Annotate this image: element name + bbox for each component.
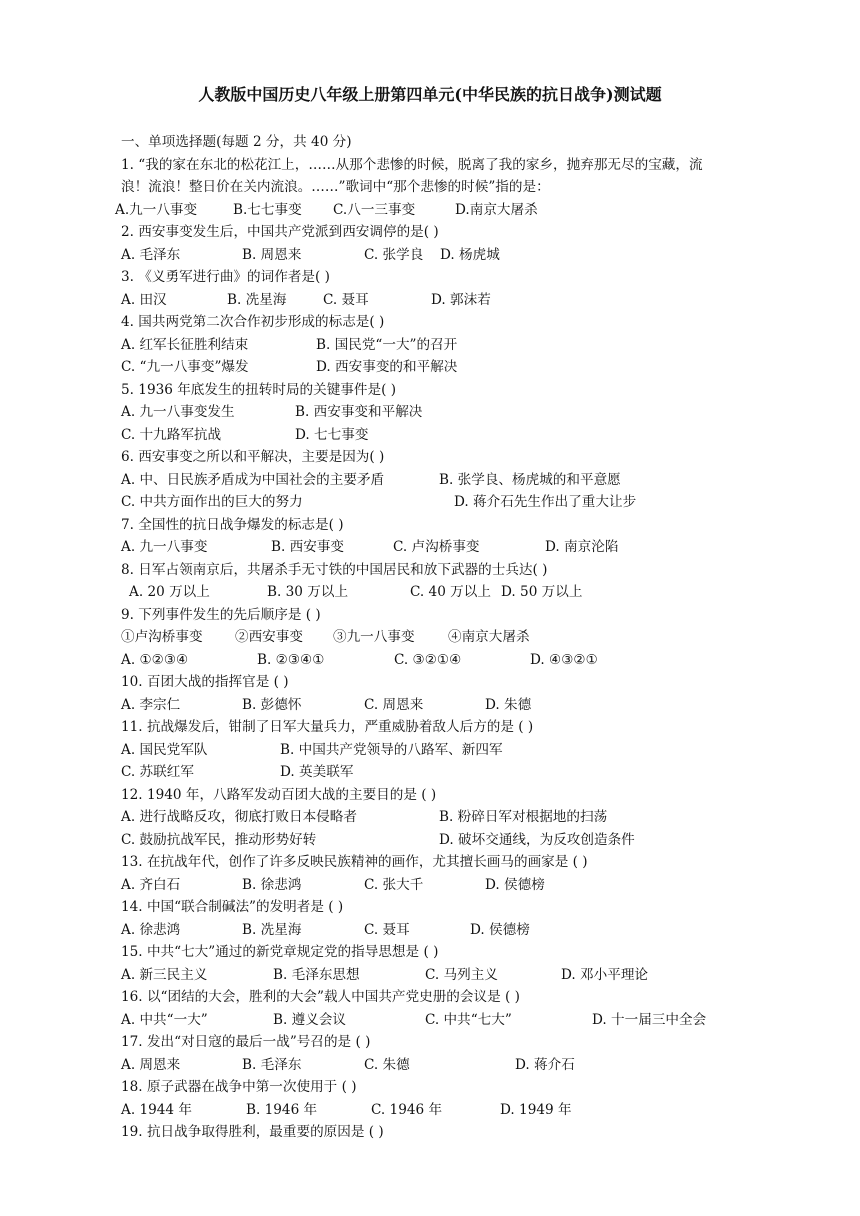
question-2-stem: 2. 西安事变发生后，中国共产党派到西安调停的是( ) (121, 224, 439, 240)
question-1-option-a: A.九一八事变 (115, 201, 198, 218)
question-15-option-c: C. 马列主义 (425, 966, 498, 983)
question-1-stem-line1: 1. “我的家在东北的松花江上，……从那个悲惨的时候，脱离了我的家乡，抛弃那无尽的宝藏，流 (121, 156, 703, 173)
question-9-option-c: C. ③②①④ (394, 651, 462, 668)
question-8-option-a: A. 20 万以上 (129, 584, 210, 600)
question-19-stem: 19. 抗日战争取得胜利，最重要的原因是 ( ) (121, 1124, 384, 1140)
question-10-option-b: B. 彭德怀 (242, 696, 302, 713)
question-12-option-c: C. 鼓励抗战军民，推动形势好转 (121, 831, 317, 848)
question-17-option-b: B. 毛泽东 (242, 1056, 302, 1073)
question-1-options (115, 199, 781, 222)
question-9-event-4: ④南京大屠杀 (448, 629, 530, 645)
question-9-event-3: ③九一八事变 (333, 629, 415, 645)
question-11-option-b: B. 中国共产党领导的八路军、新四军 (280, 741, 503, 758)
question-7-stem: 7. 全国性的抗日战争爆发的标志是( ) (121, 516, 344, 533)
question-5-option-b: B. 西安事变和平解决 (295, 404, 423, 420)
question-10-option-d: D. 朱德 (485, 696, 532, 713)
question-9-option-a: A. ①②③④ (121, 651, 189, 668)
question-8-stem: 8. 日军占领南京后，共屠杀手无寸铁的中国居民和放下武器的士兵达( ) (121, 561, 548, 578)
question-3-option-d: D. 郭沫若 (431, 291, 491, 308)
question-11-stem: 11. 抗战爆发后，钳制了日军大量兵力，严重威胁着敌人后方的是 ( ) (121, 719, 534, 735)
question-14-option-a: A. 徐悲鸿 (121, 921, 181, 938)
question-17-options (121, 1054, 781, 1077)
question-1-option-d: D.南京大屠杀 (455, 201, 538, 218)
question-5-option-d: D. 七七事变 (295, 426, 369, 443)
question-5-stem: 5. 1936 年底发生的扭转时局的关键事件是( ) (121, 381, 397, 398)
section-heading: 一、单项选择题(每题 2 分，共 40 分) (121, 134, 352, 150)
question-4-options-row2 (121, 356, 781, 379)
question-11-option-d: D. 英美联军 (280, 764, 354, 780)
question-12-option-d: D. 破坏交通线，为反攻创造条件 (439, 831, 635, 848)
question-18-option-b: B. 1946 年 (246, 1101, 318, 1118)
question-1-option-c: C.八一三事变 (333, 201, 416, 218)
question-17-option-a: A. 周恩来 (121, 1056, 181, 1073)
question-10-option-a: A. 李宗仁 (121, 696, 181, 713)
question-13-options (121, 874, 781, 897)
question-14-option-c: C. 聂耳 (364, 921, 410, 938)
question-7-option-d: D. 南京沦陷 (545, 539, 619, 555)
question-1-stem-line2: 浪！流浪！整日价在关内流浪。……”歌词中“那个悲惨的时候”指的是： (121, 179, 550, 195)
question-7-option-b: B. 西安事变 (271, 539, 345, 555)
question-5-options-row2 (121, 424, 781, 447)
question-12-options-row2 (121, 829, 781, 852)
question-11-options-row1 (121, 739, 781, 762)
question-12-options-row1 (121, 806, 781, 829)
question-6-option-c: C. 中共方面作出的巨大的努力 (121, 494, 303, 510)
question-3-option-a: A. 田汉 (121, 291, 167, 308)
question-2-option-a: A. 毛泽东 (121, 246, 181, 263)
question-9-event-2: ②西安事变 (235, 629, 303, 645)
question-15-option-d: D. 邓小平理论 (561, 966, 649, 983)
question-18-options (121, 1099, 781, 1122)
question-5-options-row1 (121, 401, 781, 424)
question-16-options (121, 1009, 781, 1032)
question-16-option-b: B. 遵义会议 (273, 1011, 347, 1028)
question-4-option-c: C. “九一八事变”爆发 (121, 359, 249, 375)
question-8-option-c: C. 40 万以上 (410, 584, 491, 600)
question-3-option-c: C. 聂耳 (323, 291, 369, 308)
question-17-stem: 17. 发出“对日寇的最后一战”号召的是 ( ) (121, 1034, 371, 1050)
question-18-stem: 18. 原子武器在战争中第一次使用于 ( ) (121, 1079, 357, 1095)
question-14-stem: 14. 中国“联合制碱法”的发明者是 ( ) (121, 899, 344, 915)
question-16-stem: 16. 以“团结的大会，胜利的大会”载人中国共产党史册的会议是 ( ) (121, 989, 520, 1005)
question-9-option-d: D. ④③②① (530, 651, 598, 668)
question-6-option-d: D. 蒋介石先生作出了重大让步 (454, 494, 637, 510)
question-15-option-a: A. 新三民主义 (121, 966, 208, 983)
question-4-option-a: A. 红军长征胜利结束 (121, 336, 249, 353)
question-8-option-b: B. 30 万以上 (267, 584, 349, 600)
question-18-option-d: D. 1949 年 (500, 1101, 572, 1118)
question-9-stem: 9. 下列事件发生的先后顺序是 ( ) (121, 606, 321, 623)
question-18-option-a: A. 1944 年 (121, 1101, 192, 1118)
question-18-option-c: C. 1946 年 (371, 1101, 443, 1118)
question-14-options (121, 919, 781, 942)
question-2-option-d: D. 杨虎城 (440, 246, 500, 263)
question-15-stem: 15. 中共“七大”通过的新党章规定党的指导思想是 ( ) (121, 944, 439, 960)
question-2-options (121, 244, 781, 267)
question-13-option-c: C. 张大千 (364, 876, 424, 893)
question-3-option-b: B. 冼星海 (227, 291, 287, 308)
question-6-options-row2 (121, 491, 781, 514)
question-6-option-a: A. 中、日民族矛盾成为中国社会的主要矛盾 (121, 471, 385, 488)
question-13-option-b: B. 徐悲鸿 (242, 876, 302, 893)
question-16-option-c: C. 中共“七大” (425, 1011, 512, 1028)
question-13-option-d: D. 侯德榜 (485, 876, 545, 893)
exam-content (115, 131, 781, 1144)
question-15-options (121, 964, 781, 987)
question-9-event-1: ①卢沟桥事变 (121, 629, 203, 645)
question-9-option-b: B. ②③④① (257, 651, 325, 668)
question-7-option-a: A. 九一八事变 (121, 539, 208, 555)
exam-title: 人教版中国历史八年级上册第四单元(中华民族的抗日战争)测试题 (198, 85, 662, 104)
question-3-stem: 3. 《义勇军进行曲》的词作者是( ) (121, 269, 330, 285)
question-10-option-c: C. 周恩来 (364, 696, 424, 713)
question-5-option-a: A. 九一八事变发生 (121, 404, 235, 420)
question-16-option-a: A. 中共“一大” (121, 1011, 208, 1028)
question-5-option-c: C. 十九路军抗战 (121, 426, 222, 443)
question-7-options (121, 536, 781, 559)
question-11-option-a: A. 国民党军队 (121, 741, 208, 758)
question-4-option-b: B. 国民党“一大”的召开 (316, 336, 458, 353)
question-7-option-c: C. 卢沟桥事变 (393, 539, 480, 555)
question-8-option-d: D. 50 万以上 (501, 584, 583, 600)
question-6-stem: 6. 西安事变之所以和平解决，主要是因为( ) (121, 449, 385, 465)
question-16-option-d: D. 十一届三中全会 (592, 1011, 707, 1028)
question-17-option-c: C. 朱德 (364, 1056, 410, 1073)
question-13-option-a: A. 齐白石 (121, 876, 181, 893)
question-4-stem: 4. 国共两党第二次合作初步形成的标志是( ) (121, 314, 385, 330)
question-4-options-row1 (121, 334, 781, 357)
question-4-option-d: D. 西安事变的和平解决 (316, 359, 458, 375)
question-11-option-c: C. 苏联红军 (121, 764, 194, 780)
question-13-stem: 13. 在抗战年代，创作了许多反映民族精神的画作，尤其擅长画马的画家是 ( ) (121, 854, 588, 870)
question-11-options-row2 (121, 761, 781, 784)
question-2-option-b: B. 周恩来 (242, 246, 302, 263)
question-9-events (121, 626, 781, 649)
question-14-option-d: D. 侯德榜 (470, 921, 530, 938)
question-2-option-c: C. 张学良 (364, 246, 424, 263)
question-6-option-b: B. 张学良、杨虎城的和平意愿 (439, 471, 621, 488)
question-6-options-row1 (121, 469, 781, 492)
question-9-options (121, 649, 781, 672)
question-1-option-b: B.七七事变 (233, 201, 302, 218)
question-10-options (121, 694, 781, 717)
question-12-option-a: A. 进行战略反攻，彻底打败日本侵略者 (121, 809, 357, 825)
question-3-options (121, 289, 781, 312)
question-15-option-b: B. 毛泽东思想 (273, 966, 360, 983)
question-10-stem: 10. 百团大战的指挥官是 ( ) (121, 674, 289, 690)
question-17-option-d: D. 蒋介石 (515, 1056, 575, 1073)
question-12-stem: 12. 1940 年，八路军发动百团大战的主要目的是 ( ) (121, 786, 437, 803)
question-12-option-b: B. 粉碎日军对根据地的扫荡 (439, 809, 608, 825)
question-8-options (121, 581, 781, 604)
question-14-option-b: B. 冼星海 (242, 921, 302, 938)
